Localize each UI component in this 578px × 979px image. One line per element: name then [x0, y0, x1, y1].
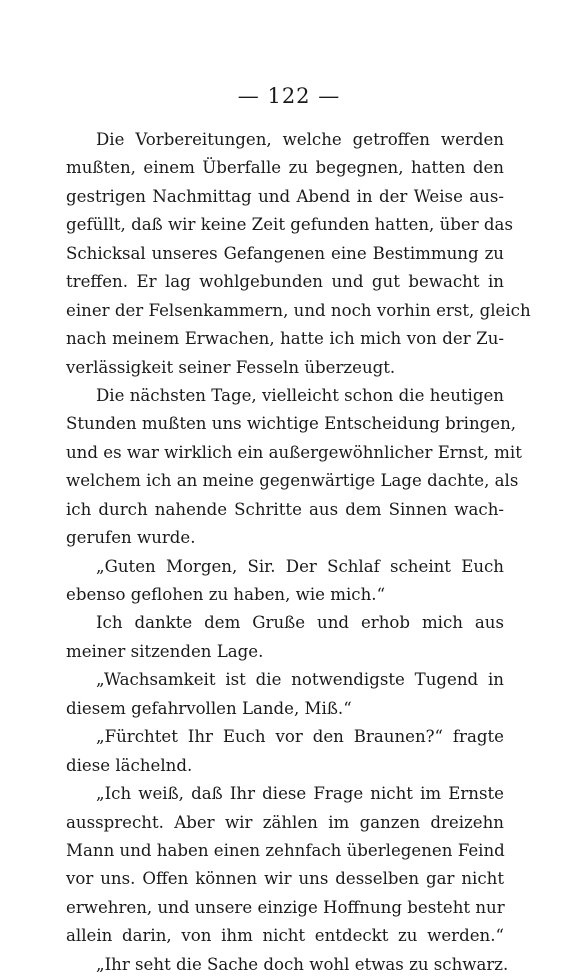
- text-line: erwehren, und unsere einzige Hoffnung besteht nur: [66, 897, 505, 917]
- text-line: diesem gefahrvollen Lande, Miß.“: [66, 698, 352, 718]
- text-line: meiner sitzenden Lage.: [66, 641, 264, 661]
- text-line: aussprecht. Aber wir zählen im ganzen dreizehn: [66, 812, 504, 832]
- text-line: „Fürchtet Ihr Euch vor den Braunen?“ fragte: [96, 727, 504, 747]
- text-line: Ich dankte dem Gruße und erhob mich aus: [96, 613, 504, 633]
- text-line: Schicksal unseres Gefangenen eine Bestimmung zu: [66, 243, 504, 263]
- text-line: verlässigkeit seiner Fesseln überzeugt.: [66, 357, 396, 377]
- text-line: vor uns. Offen können wir uns desselben gar nicht: [66, 869, 504, 889]
- text-line: und es war wirklich ein außergewöhnlicher Ernst, mit: [66, 442, 522, 462]
- text-line: Stunden mußten uns wichtige Entscheidung bringen,: [66, 414, 517, 434]
- text-line: gefüllt, daß wir keine Zeit gefunden hatten, über das: [66, 215, 513, 235]
- text-line: gestrigen Nachmittag und Abend in der Weise aus-: [66, 186, 504, 206]
- text-line: gerufen wurde.: [66, 528, 196, 548]
- text-line: „Ihr seht die Sache doch wohl etwas zu schwarz.: [96, 954, 509, 974]
- text-line: „Wachsamkeit ist die notwendigste Tugend in: [96, 670, 504, 690]
- text-line: Die nächsten Tage, vielleicht schon die heutigen: [96, 385, 504, 405]
- text-line: allein darin, von ihm nicht entdeckt zu werden.“: [66, 926, 504, 946]
- text-line: „Ich weiß, daß Ihr diese Frage nicht im Ernste: [96, 784, 504, 804]
- body-text: [66, 126, 531, 979]
- text-line: nach meinem Erwachen, hatte ich mich von der Zu-: [66, 329, 504, 349]
- text-line: treffen. Er lag wohlgebunden und gut bewacht in: [66, 272, 504, 292]
- text-line: ebenso geflohen zu haben, wie mich.“: [66, 585, 386, 604]
- text-line: mußten, einem Überfalle zu begegnen, hatten den: [66, 158, 504, 178]
- text-line: welchem ich an meine gegenwärtige Lage dachte, als: [66, 471, 519, 491]
- text-line: diese lächelnd.: [66, 755, 193, 775]
- text-line: einer der Felsenkammern, und noch vorhin erst, gleich: [66, 300, 531, 320]
- text-line: ich durch nahende Schritte aus dem Sinnen wach-: [66, 499, 504, 519]
- text-line: Die Vorbereitungen, welche getroffen werden: [96, 130, 504, 149]
- page-number: — 122 —: [237, 84, 341, 108]
- text-line: „Guten Morgen, Sir. Der Schlaf scheint Euch: [96, 556, 504, 576]
- text-line: Mann und haben einen zehnfach überlegenen Feind: [66, 840, 505, 860]
